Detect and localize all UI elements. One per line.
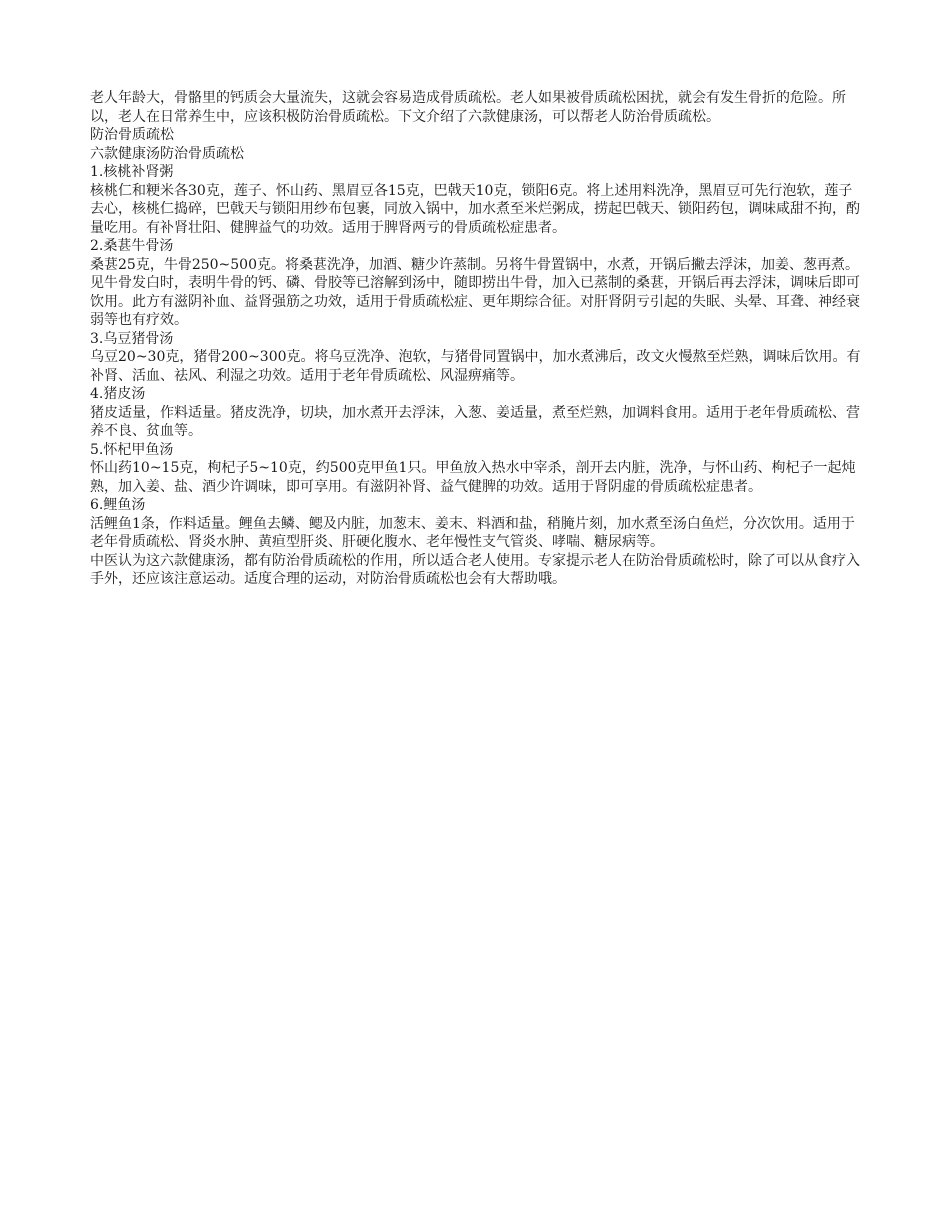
document-body bbox=[90, 89, 865, 589]
conclusion-paragraph: 中医认为这六款健康汤，都有防治骨质疏松的作用，所以适合老人使用。专家提示老人在防治骨质疏松时，除了可以从食疗入手外，还应该注意运动。适度合理的运动，对防治骨质疏松也会有大帮助哦。 bbox=[90, 552, 860, 587]
intro-paragraph: 老人年龄大，骨骼里的钙质会大量流失，这就会容易造成骨质疏松。老人如果被骨质疏松困扰，就会有发生骨折的危险。所以，老人在日常养生中，应该积极防治骨质疏松。下文介绍了六款健康汤，可以帮老人防治骨质疏松。 bbox=[90, 90, 846, 125]
recipe-6-body: 活鲤鱼1条，作料适量。鲤鱼去鳞、鳃及内脏，加葱末、姜末、料酒和盐，稍腌片刻，加水煮至汤白鱼烂，分次饮用。适用于老年骨质疏松、肾炎水肿、黄疸型肝炎、肝硬化腹水、老年慢性支气管炎、哮喘、糖尿病等。 bbox=[90, 515, 855, 550]
recipe-4-title: 4.猪皮汤 bbox=[90, 386, 146, 402]
recipe-1-title: 1.核桃补肾粥 bbox=[90, 164, 174, 180]
recipe-4-body: 猪皮适量，作料适量。猪皮洗净，切块，加水煮开去浮沫，入葱、姜适量，煮至烂熟，加调料食用。适用于老年骨质疏松、营养不良、贫血等。 bbox=[90, 404, 860, 439]
recipe-1-body: 核桃仁和粳米各30克，莲子、怀山药、黑眉豆各15克，巴戟天10克，锁阳6克。将上述用料洗净，黑眉豆可先行泡软，莲子去心，核桃仁捣碎，巴戟天与锁阳用纱布包裹，同放入锅中，加水煮至米烂粥成，捞起巴戟天、锁阳药包，调味咸甜不拘，酌量吃用。有补肾壮阳、健脾益气的功效。适用于脾肾两亏的骨质疏松症患者。 bbox=[90, 182, 860, 236]
section-subheading: 六款健康汤防治骨质疏松 bbox=[90, 145, 244, 162]
recipe-5-body: 怀山药10~15克，枸杞子5~10克，约500克甲鱼1只。甲鱼放入热水中宰杀，剖开去内脏，洗净，与怀山药、枸杞子一起炖熟，加入姜、盐、酒少许调味，即可享用。有滋阴补肾、益气健脾的功效。适用于肾阴虚的骨质疏松症患者。 bbox=[90, 460, 856, 495]
recipe-6-title: 6.鲤鱼汤 bbox=[90, 497, 146, 513]
recipe-2-title: 2.桑葚牛骨汤 bbox=[90, 238, 174, 254]
recipe-2-body: 桑葚25克，牛骨250~500克。将桑葚洗净，加酒、糖少许蒸制。另将牛骨置锅中，水煮，开锅后撇去浮沫，加姜、葱再煮。见牛骨发白时，表明牛骨的钙、磷、骨胶等已溶解到汤中，随即捞出牛骨，加入已蒸制的桑葚，开锅后再去浮沫，调味后即可饮用。此方有滋阴补血、益肾强筋之功效，适用于骨质疏松症、更年期综合征。对肝肾阴亏引起的失眠、头晕、耳聋、神经衰弱等也有疗效。 bbox=[90, 256, 860, 328]
recipe-3-body: 乌豆20~30克，猪骨200~300克。将乌豆洗净、泡软，与猪骨同置锅中，加水煮沸后，改文火慢熬至烂熟，调味后饮用。有补肾、活血、祛风、利湿之功效。适用于老年骨质疏松、风湿痹痛等。 bbox=[90, 349, 861, 384]
recipe-3-title: 3.乌豆猪骨汤 bbox=[90, 330, 174, 347]
recipe-5-title: 5.怀杞甲鱼汤 bbox=[90, 441, 174, 458]
section-heading: 防治骨质疏松 bbox=[90, 127, 174, 143]
